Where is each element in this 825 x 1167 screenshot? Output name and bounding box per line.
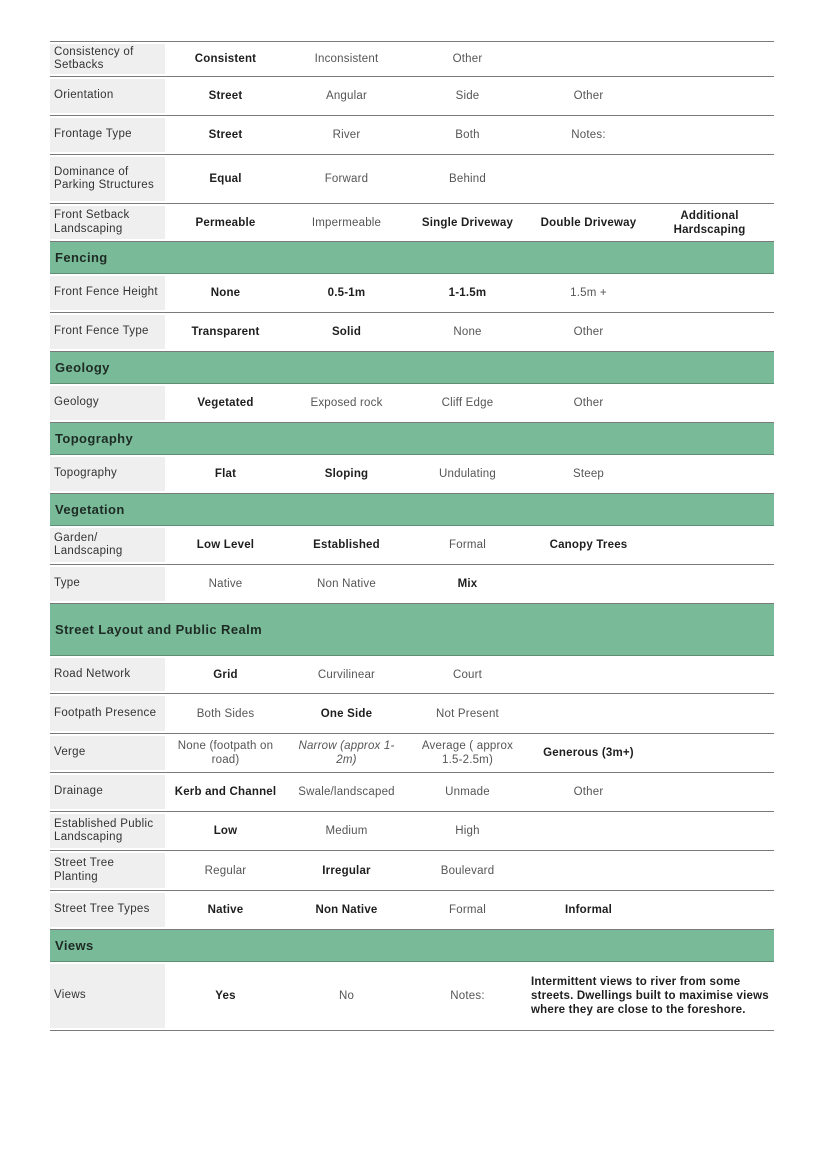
option-cell: Street <box>208 129 243 141</box>
option-cell: 1.5m + <box>570 287 607 299</box>
option-cell: No <box>338 990 355 1002</box>
table-row <box>50 155 774 204</box>
section-header: Vegetation <box>50 494 774 526</box>
option-cell: Kerb and Channel <box>174 786 277 798</box>
row-label: Established Public Landscaping <box>50 814 165 848</box>
option-cell: Established <box>313 539 380 551</box>
table-row <box>50 656 774 694</box>
option-cell <box>649 274 770 312</box>
option-cell: Sloping <box>324 468 369 480</box>
option-cell: Both Sides <box>196 707 255 720</box>
table-row <box>50 384 774 423</box>
table-row <box>50 455 774 494</box>
option-cell: Informal <box>565 904 612 916</box>
option-cell <box>649 155 770 203</box>
option-cell: Non Native <box>317 578 376 590</box>
option-cell <box>649 812 770 850</box>
option-cell: Grid <box>213 668 238 681</box>
table-row <box>50 773 774 812</box>
option-cell: Native <box>208 578 243 590</box>
option-cell: One Side <box>320 707 373 720</box>
section-header: Street Layout and Public Realm <box>50 604 774 656</box>
notes-text: Intermittent views to river from some streets. Dwellings built to maximise views where they are close to the foreshore. <box>531 976 769 1016</box>
row-label: Front Fence Height <box>50 276 165 310</box>
table-row <box>50 274 774 313</box>
option-cell: Undulating <box>439 468 496 480</box>
row-label: Topography <box>50 457 165 491</box>
option-cell: 1-1.5m <box>448 287 487 299</box>
option-cell: Side <box>455 90 480 102</box>
option-cell: Low <box>213 825 238 837</box>
option-cell <box>528 42 649 76</box>
option-cell <box>649 526 770 564</box>
row-label: Frontage Type <box>50 118 165 152</box>
table-row <box>50 42 774 77</box>
option-cell: Curvilinear <box>317 668 376 681</box>
table-row <box>50 77 774 116</box>
table-row <box>50 116 774 155</box>
table-row <box>50 694 774 734</box>
option-cell: Behind <box>448 173 486 185</box>
row-label: Type <box>50 567 165 601</box>
option-cell <box>528 812 649 850</box>
table-row <box>50 962 774 1031</box>
row-label: Verge <box>50 736 165 770</box>
option-cell: Regular <box>204 864 247 877</box>
row-label: Footpath Presence <box>50 696 165 731</box>
option-cell: Narrow (approx 1-2m) <box>298 740 395 766</box>
option-cell: Impermeable <box>311 216 382 229</box>
option-cell: Exposed rock <box>310 397 383 409</box>
section-header: Views <box>50 930 774 962</box>
row-label: Street Tree Planting <box>50 853 165 888</box>
option-cell <box>649 851 770 890</box>
row-label: Front Fence Type <box>50 315 165 349</box>
option-cell: Swale/landscaped <box>298 786 395 798</box>
option-cell: Medium <box>325 825 368 837</box>
table-row <box>50 812 774 851</box>
option-cell <box>528 694 649 733</box>
option-cell <box>649 773 770 811</box>
option-cell <box>528 851 649 890</box>
option-cell <box>649 77 770 115</box>
option-cell: Irregular <box>322 864 371 877</box>
table-row <box>50 204 774 242</box>
section-header: Geology <box>50 352 774 384</box>
row-label: Consistency of Setbacks <box>50 44 165 74</box>
option-cell <box>528 656 649 693</box>
option-cell: Double Driveway <box>540 216 637 229</box>
table-row <box>50 565 774 604</box>
option-cell: Cliff Edge <box>441 397 494 409</box>
option-cell: High <box>455 825 480 837</box>
table-row <box>50 313 774 352</box>
option-cell: Non Native <box>315 904 378 916</box>
option-cell: Mix <box>457 578 478 590</box>
option-cell <box>649 656 770 693</box>
option-cell: Solid <box>331 326 362 338</box>
option-cell: Vegetated <box>197 397 254 409</box>
option-cell: Transparent <box>191 326 260 338</box>
option-cell: River <box>332 129 361 141</box>
option-cell <box>649 694 770 733</box>
table-row <box>50 526 774 565</box>
table-row <box>50 851 774 891</box>
section-header: Topography <box>50 423 774 455</box>
option-cell: Other <box>573 786 604 798</box>
option-cell: Permeable <box>195 216 256 229</box>
option-cell <box>649 313 770 351</box>
row-label: Street Tree Types <box>50 893 165 927</box>
option-cell: Single Driveway <box>421 216 514 229</box>
option-cell: Street <box>208 90 243 102</box>
row-label: Dominance of Parking Structures <box>50 157 165 201</box>
section-header: Fencing <box>50 242 774 274</box>
row-label: Road Network <box>50 658 165 691</box>
option-cell: Not Present <box>436 707 499 720</box>
option-cell: Flat <box>214 468 237 480</box>
option-cell <box>649 565 770 603</box>
option-cell <box>649 116 770 154</box>
option-cell: Average ( approx 1.5-2.5m) <box>421 740 514 766</box>
option-cell <box>649 384 770 422</box>
table-row <box>50 734 774 773</box>
option-cell: Notes: <box>450 990 485 1002</box>
row-label: Front Setback Landscaping <box>50 206 165 239</box>
option-cell: Steep <box>572 468 605 480</box>
option-cell: Low Level <box>196 539 255 551</box>
option-cell <box>649 455 770 493</box>
option-cell: Consistent <box>194 53 257 65</box>
option-cell: Both <box>455 129 480 141</box>
row-label: Garden/ Landscaping <box>50 528 165 562</box>
row-label: Geology <box>50 386 165 420</box>
row-label: Orientation <box>50 79 165 113</box>
option-cell: Formal <box>449 539 486 551</box>
option-cell: None <box>210 287 241 299</box>
table-row <box>50 891 774 930</box>
option-cell: Court <box>452 668 483 681</box>
option-cell: None <box>453 326 482 338</box>
option-cell <box>528 155 649 203</box>
assessment-table <box>50 41 774 1031</box>
option-cell <box>649 734 770 772</box>
option-cell: Generous (3m+) <box>543 747 634 759</box>
option-cell <box>528 565 649 603</box>
row-label: Drainage <box>50 775 165 809</box>
option-cell: Notes: <box>571 129 606 141</box>
option-cell: Equal <box>209 173 242 185</box>
option-cell <box>649 42 770 76</box>
option-cell: Native <box>207 904 244 916</box>
option-cell <box>649 891 770 929</box>
option-cell: Angular <box>325 90 368 102</box>
option-cell: Other <box>573 90 604 102</box>
option-cell: Forward <box>324 173 369 185</box>
option-cell: Canopy Trees <box>549 539 628 551</box>
option-cell: 0.5-1m <box>327 287 366 299</box>
option-cell: Other <box>452 53 483 65</box>
option-cell: Boulevard <box>440 864 495 877</box>
option-cell: Formal <box>449 904 486 916</box>
option-cell: None (footpath on road) <box>177 740 274 766</box>
option-cell: Yes <box>215 990 236 1002</box>
row-label: Views <box>50 964 165 1028</box>
option-cell: Other <box>573 326 604 338</box>
option-cell: Inconsistent <box>314 53 379 65</box>
option-cell: Unmade <box>445 786 490 798</box>
option-cell: Additional Hardscaping <box>673 209 746 236</box>
option-cell: Other <box>573 397 604 409</box>
